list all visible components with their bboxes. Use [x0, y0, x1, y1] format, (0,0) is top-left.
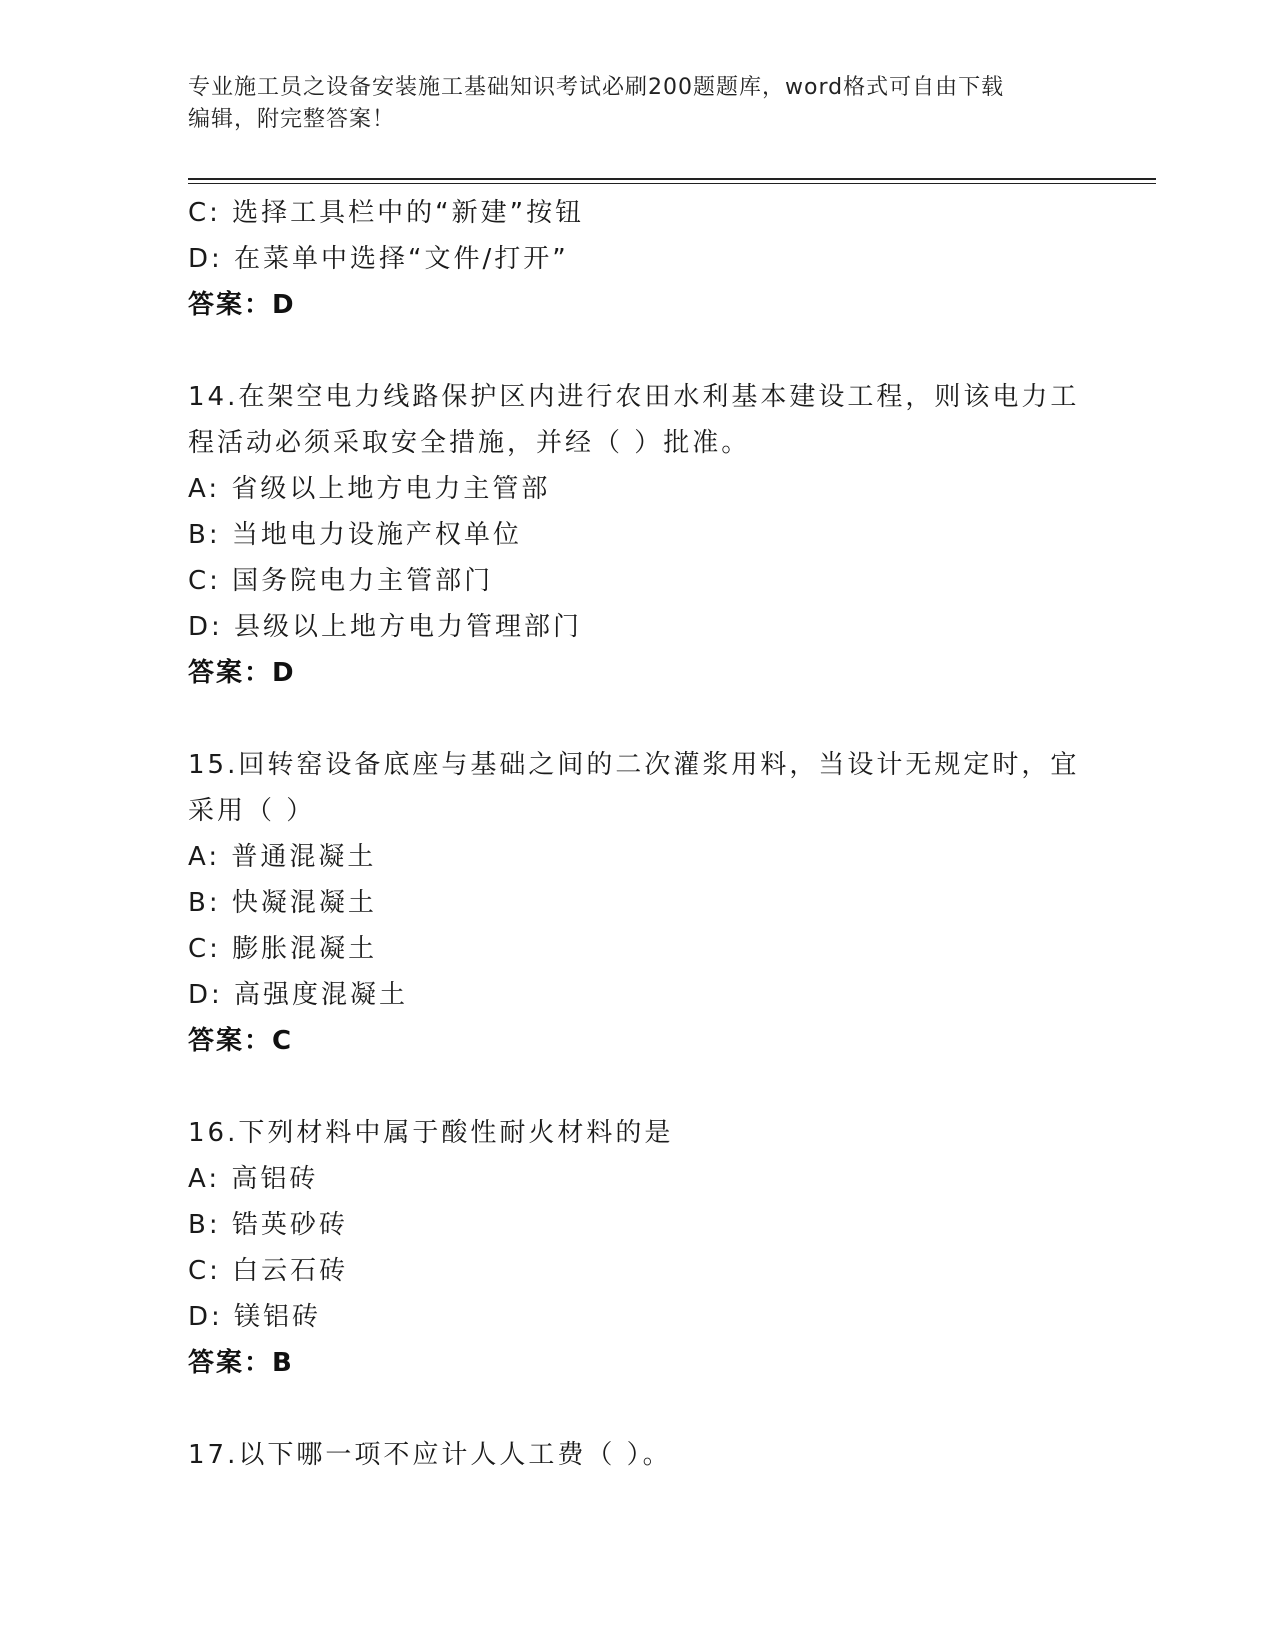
question-15: [188, 742, 1088, 1064]
question-stem: 17.以下哪一项不应计人人工费（ ）。: [188, 1440, 672, 1470]
question-17: [188, 1432, 1088, 1478]
option-c: C: 国务院电力主管部门: [188, 566, 494, 596]
question-stem-continued: 程活动必须采取安全措施，并经（ ）批准。: [188, 428, 751, 458]
header-title-line-2: 编辑，附完整答案！: [188, 107, 396, 132]
question-13-tail: [188, 190, 1088, 328]
option-b: B: 当地电力设施产权单位: [188, 520, 522, 550]
option-c: C: 白云石砖: [188, 1256, 349, 1286]
header-divider-thin: [188, 183, 1156, 184]
option-c: C: 膨胀混凝土: [188, 934, 378, 964]
answer-line: 答案：D: [188, 658, 296, 688]
question-stem: 14.在架空电力线路保护区内进行农田水利基本建设工程，则该电力工: [188, 382, 1080, 412]
option-d: D: 高强度混凝土: [188, 980, 409, 1010]
option-a: A: 省级以上地方电力主管部: [188, 474, 551, 504]
answer-line: 答案：C: [188, 1026, 294, 1056]
spacer: [188, 696, 1088, 742]
question-stem: 16.下列材料中属于酸性耐火材料的是: [188, 1118, 674, 1148]
question-16: [188, 1110, 1088, 1386]
option-d: D: 在菜单中选择“文件/打开”: [188, 244, 569, 274]
document-header: [188, 72, 1078, 136]
option-a: A: 高铝砖: [188, 1164, 319, 1194]
spacer: [188, 328, 1088, 374]
header-divider-thick: [188, 178, 1156, 180]
answer-line: 答案：D: [188, 290, 296, 320]
option-d: D: 镁铝砖: [188, 1302, 322, 1332]
option-c: C: 选择工具栏中的“新建”按钮: [188, 198, 585, 228]
option-a: A: 普通混凝土: [188, 842, 377, 872]
question-stem-continued: 采用（ ）: [188, 796, 316, 826]
answer-line: 答案：B: [188, 1348, 294, 1378]
spacer: [188, 1386, 1088, 1432]
question-14: [188, 374, 1088, 696]
header-title-line-1: 专业施工员之设备安装施工基础知识考试必刷200题题库，word格式可自由下载: [188, 75, 1005, 100]
option-b: B: 快凝混凝土: [188, 888, 377, 918]
option-b: B: 锆英砂砖: [188, 1210, 348, 1240]
question-list: [188, 190, 1088, 1478]
question-stem: 15.回转窑设备底座与基础之间的二次灌浆用料，当设计无规定时，宜: [188, 750, 1080, 780]
option-d: D: 县级以上地方电力管理部门: [188, 612, 583, 642]
spacer: [188, 1064, 1088, 1110]
